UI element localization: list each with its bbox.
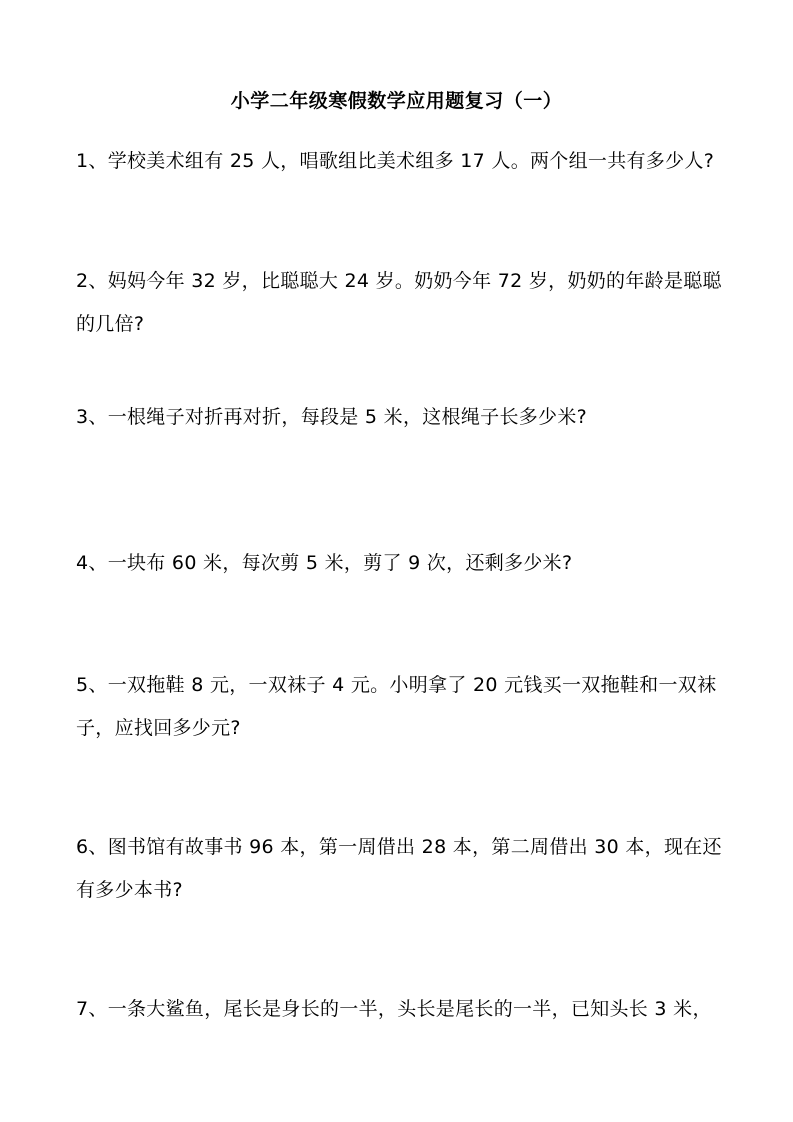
question-4: 4、一块布 60 米，每次剪 5 米，剪了 9 次，还剩多少米?: [76, 552, 573, 574]
question-2: 2、妈妈今年 32 岁，比聪聪大 24 岁。奶奶今年 72 岁，奶奶的年龄是聪聪的几倍?: [76, 270, 722, 335]
question-6: 6、图书馆有故事书 96 本，第一周借出 28 本，第二周借出 30 本，现在还有多少本书?: [76, 836, 722, 901]
question-1: 1、学校美术组有 25 人，唱歌组比美术组多 17 人。两个组一共有多少人?: [76, 150, 715, 172]
page-title: 小学二年级寒假数学应用题复习（一）: [230, 90, 563, 112]
question-7: 7、一条大鲨鱼，尾长是身长的一半，头长是尾长的一半，已知头长 3 米，: [76, 998, 712, 1020]
question-3: 3、一根绳子对折再对折，每段是 5 米，这根绳子长多少米?: [76, 406, 588, 428]
question-5: 5、一双拖鞋 8 元，一双袜子 4 元。小明拿了 20 元钱买一双拖鞋和一双袜子，应找回多少元?: [76, 674, 717, 739]
